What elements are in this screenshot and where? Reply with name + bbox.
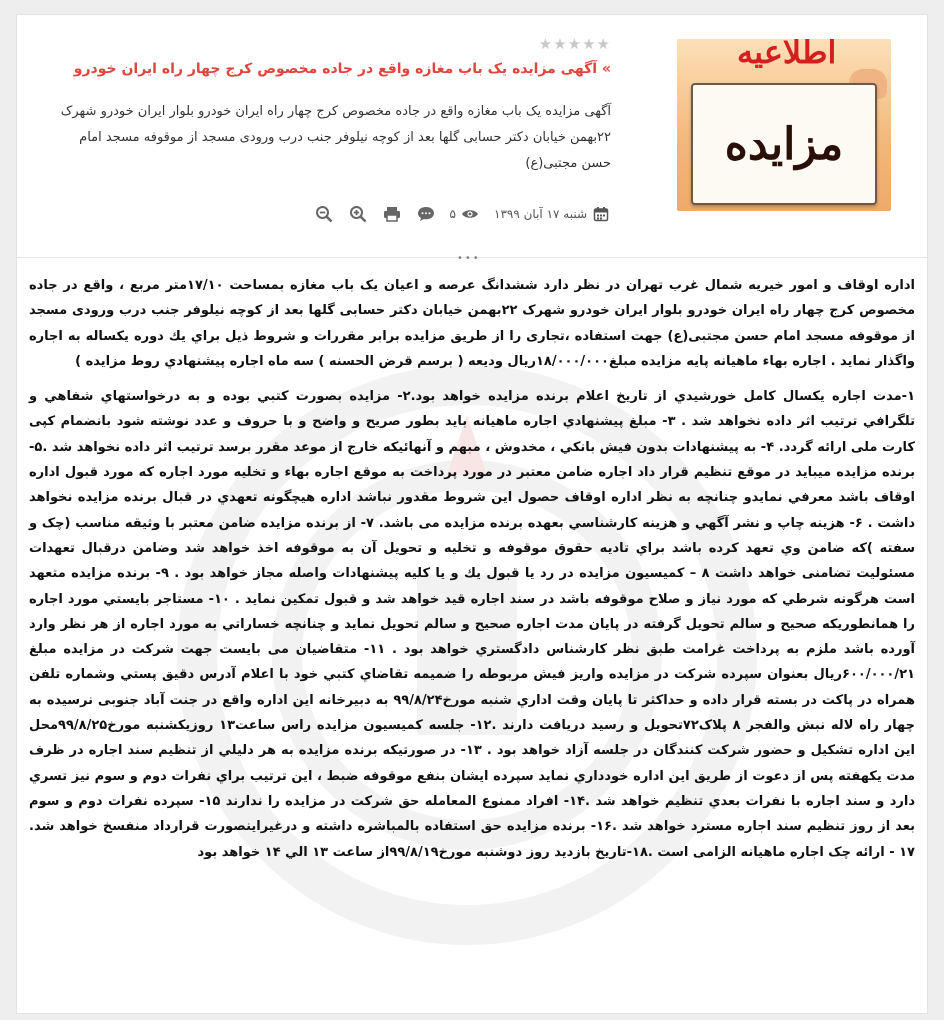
views-count <box>450 204 480 224</box>
zoom-in-icon[interactable] <box>348 204 368 224</box>
eye-icon <box>460 204 480 224</box>
divider-ornament: ••• <box>457 253 481 264</box>
article-summary: آگهی مزایده یک باب مغازه واقع در جاده مخصوص کرج چهار راه ایران خودرو بلوار ایران خودرو شهرک ۲۲بهمن خیابان دکتر حسابی گلها بعد از کوچه نیلوفر جنب درب ورودی مسجد از موقوفه مسجد امام حسن مجتبی(ع) <box>60 104 611 171</box>
thumbnail-sign <box>691 83 877 205</box>
comment-icon[interactable] <box>416 204 436 224</box>
thumbnail-word: مزایده <box>724 118 844 170</box>
article-thumbnail[interactable] <box>677 39 891 211</box>
body-paragraph-conditions: ۱-مدت اجاره يكسال كامل خورشيدي از تاريخ اعلام برنده مزايده خواهد بود.۲- مزايده بصورت كتبي بوده و به درخواستهاي شفاهي و تلگرافي ترتيب اثر داده نخواهد شد . ۳- مبلغ پيشنهادي اجاره ماهيانه بايد بطور صريح و واضح و با حروف و عدد نوشته شود بانضمام كپی كارت ملی ارائه گردد. ۴- به پيشنهادات بدون فيش بانكي ، مخدوش ، مبهم و آنهائيكه خارج از موعد مقرر برسد ترتيب اثر داده نخواهد شد .۵- برنده مزايده ميبايد در موقع تنظيم قرار داد اجاره ضامن معتبر در مورد پرداخت به موقع اجاره بهاء و تخليه مورد اجاره كه مورد قبول اداره اوقاف باشد معرفي نمايدو چنانچه به نظر اداره اوقاف حصول اين شروط مقدور نباشد اداره هيچگونه تعهدي در قبال برنده مزايده نخواهد داشت . ۶- هزينه چاپ و نشر آگهي و هزينه كارشناسي بعهده برنده مزايده می باشد. ۷- از برنده مزايده ضامن معتبر با وثيقه مناسب (چک و سفته )كه ضامن وي تعهد كرده باشد براي تاديه حقوق موقوفه و تخليه و تحويل آن به موقوفه اخذ خواهد شد وضامن درقبال تعهدات مسئوليت تضامنی خواهد داشت ۸ – كميسيون مزايده در رد يا قبول يك و يا كليه پيشنهادات واصله مجاز خواهد بود . ۹- برنده مزايده متعهد است هرگونه شرطي كه مورد نياز و صلاح موقوفه باشد در سند اجاره قيد خواهد شد و قبول تمكين نمايد . ۱۰- مستاجر بايستي مورد اجاره را همانطوريكه صحيح و سالم تحويل گرفته در پايان مدت اجاره صحيح و سالم تحويل نمايد و چنانچه خساراتي به مورد اجاره از هر نظر وارد آورده باشد ملزم به پرداخت غرامت طبق نظر كارشناس دادگستري خواهد بود . ۱۱- متقاضيان می بايست جهت شركت در مزايده مبلغ ۶۰۰/۰۰۰/۲۱ريال بعنوان سپرده شركت در مزايده واريز فيش مربوطه را ضميمه تقاضاي كتبي خود با اعلام آدرس دقيق پستي وشماره تلفن همراه در پاكت در بسته قرار داده و حداكثر تا پايان وقت اداري شنبه مورخ۹۹/۸/۲۴ به دبيرخانه اين اداره واقع در جنت آباد جنوبی نرسيده به چهار راه لاله نبش والفجر ۸ پلاک۷۲تحويل و رسيد دريافت دارند .۱۲- جلسه كميسيون مزايده راس ساعت۱۳ روزيكشنبه مورخ۹۹/۸/۲۵محل اين اداره تشكيل و حضور شركت كنندگان در جلسه آزاد خواهد بود . ۱۳- در صورتيكه برنده مزايده به هر دليلي از تنظيم سند اجاره در ظرف مدت يكهفته پس از دعوت از طريق اين اداره خودداري نمايد سپرده ايشان بنفع موقوفه ضبط ، اين ترتيب براي نفرات دوم و سوم نيز تسري دارد و سند اجاره با نفرات بعدي تنظيم خواهد شد .۱۴- افراد ممنوع المعامله حق شركت در مزايده را ندارند ۱۵- سپرده نفرات دوم و سوم بعد از روز تنظيم سند اجاره مسترد خواهد شد .۱۶- برنده مزايده حق استفاده بالمباشره داشته و درغيراينصورت قرارداد منفسخ خواهد شد. ۱۷ - ارائه چک اجاره ماهیانه الزامی است .۱۸-تاريخ بازدید روز دوشنبه مورخ۹۹/۸/۱۹از ساعت ۱۳ الي ۱۴ خواهد بود <box>29 389 915 860</box>
body-paragraph-intro: اداره اوقاف و امور خیریه شمال غرب تهران در نظر دارد ششدانگ عرصه و اعیان یک باب مغازه بمساحت ۱۷/۱۰متر مربع ، واقع در جاده مخصوص کرج چهار راه ایران خودرو بلوار ایران خودرو شهرک ۲۲بهمن خیابان دکتر حسابی گلها بعد از کوچه نیلوفر جنب درب ورودی مسجد از موقوفه مسجد امام حسن مجتبی(ع) جهت استفاده ،تجاری را از طريق مزايده برابر مقررات و شروط ذيل براي يك دوره يكساله به اجاره واگذار نمايد . اجاره بهاء ماهيانه پايه مزايده مبلغ۱۸/۰۰۰/۰۰۰ريال وديعه ( برسم قرض الحسنه ) سه ماه اجاره پيشنهادي روط مزایده ) <box>29 278 915 369</box>
article-meta-bar <box>51 204 611 224</box>
article-title-link[interactable]: » آگهی مزایده یک باب مغازه واقع در جاده مخصوص کرج چهار راه ایران خودرو <box>73 61 611 77</box>
views-number: ۵ <box>449 207 456 221</box>
rating-stars[interactable]: ★★★★★ <box>538 35 611 53</box>
article-card <box>16 14 928 1014</box>
calendar-icon <box>591 204 611 224</box>
article-body <box>29 273 915 875</box>
thumbnail-banner-text: اطلاعیه <box>737 39 837 71</box>
zoom-out-icon[interactable] <box>314 204 334 224</box>
date-text: شنبه ۱۷ آبان ۱۳۹۹ <box>494 207 587 221</box>
print-icon[interactable] <box>382 204 402 224</box>
article-date <box>494 204 611 224</box>
